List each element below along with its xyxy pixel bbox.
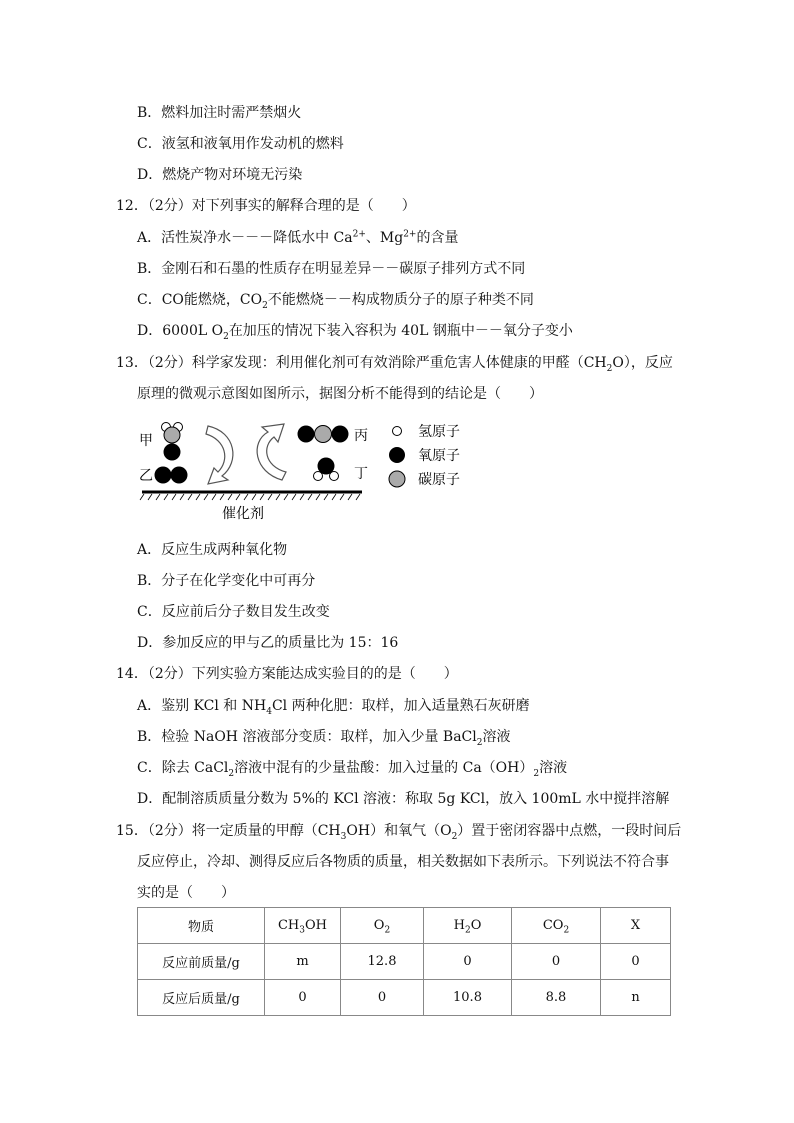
q11-option-b: B．燃料加注时需严禁烟火 (137, 105, 302, 121)
table-cell: 0 (424, 944, 512, 980)
header-o2: $O_2$ (341, 908, 424, 944)
table-cell: 8.8 (512, 980, 601, 1016)
label-ding: 丁 (354, 466, 368, 482)
label-jia: 甲 (139, 433, 153, 449)
q11-option-d: D．燃烧产物对环境无污染 (137, 167, 303, 183)
q13-stem-line2: 原理的微观示意图如图所示，据图分析不能得到的结论是（ ） (137, 386, 543, 402)
header-x: X (601, 908, 671, 944)
q15-data-table (137, 907, 671, 1016)
reaction-arrow-icon (257, 424, 286, 480)
q13-option-d: D．参加反应的甲与乙的质量比为 15：16 (137, 635, 399, 651)
yi-oxygen-atom (155, 467, 172, 484)
table-header-row (138, 908, 671, 944)
table-cell: 0 (512, 944, 601, 980)
table-cell: m (265, 944, 341, 980)
yi-oxygen-atom (171, 467, 188, 484)
table-row (138, 980, 671, 1016)
q15-stem-line2: 反应停止，冷却、测得反应后各物质的质量，相关数据如下表所示。下列说法不符合事 (137, 854, 669, 870)
jia-carbon-atom (164, 427, 180, 443)
table-row (138, 944, 671, 980)
q13-option-b: B．分子在化学变化中可再分 (137, 573, 316, 589)
table-cell: 0 (265, 980, 341, 1016)
q12-option-d: D．6000L $O_2$在加压的情况下装入容积为 40L 钢瓶中－－氧分子变小 (137, 323, 573, 342)
bing-oxygen-atom (332, 426, 349, 443)
row-label: 反应后质量/g (138, 980, 265, 1016)
q12-option-c: C．CO能燃烧，$CO_2$不能燃烧－－构成物质分子的原子种类不同 (137, 292, 534, 311)
q14-stem: 14．（2分）下列实验方案能达成实验目的的是（ ） (116, 666, 458, 682)
q12-stem: 12．（2分）对下列事实的解释合理的是（ ） (116, 198, 416, 214)
bing-carbon-atom (315, 426, 332, 443)
table-cell: 10.8 (424, 980, 512, 1016)
legend-hydrogen-label: 氢原子 (418, 424, 460, 440)
q11-option-c: C．液氢和液氧用作发动机的燃料 (137, 136, 344, 152)
reaction-arrow-icon (206, 426, 233, 484)
label-yi: 乙 (139, 468, 153, 484)
legend-carbon-label: 碳原子 (418, 472, 460, 488)
legend-carbon-icon (389, 471, 405, 487)
q13-option-c: C．反应前后分子数目发生改变 (137, 604, 330, 620)
table-cell: n (601, 980, 671, 1016)
reaction-diagram (136, 414, 476, 526)
q14-option-b: B．检验 NaOH 溶液部分变质：取样，加入少量 BaCl$_2$溶液 (137, 729, 511, 748)
q13-stem-line1: 13．（2分）科学家发现：利用催化剂可有效消除严重危害人体健康的甲醛$(CH_2O)$，反应 (116, 355, 673, 374)
table-cell: 0 (341, 980, 424, 1016)
catalyst-hatching (140, 494, 360, 500)
label-bing: 丙 (354, 428, 368, 444)
header-h2o: $H_2O$ (424, 908, 512, 944)
row-label: 反应前质量/g (138, 944, 265, 980)
q15-stem-line1: 15．（2分）将一定质量的甲醇$(CH_3OH)$和氧气$(O_2)$置于密闭容器中点燃，一段时间后 (116, 823, 682, 842)
q14-option-c: C．除去 CaCl$_2$溶液中混有的少量盐酸：加入过量的 $Ca(OH)_2$溶液 (137, 760, 568, 779)
ding-hydrogen-atom (330, 472, 339, 481)
catalyst-label: 催化剂 (222, 506, 264, 522)
jia-oxygen-atom (164, 444, 181, 461)
q15-stem-line3: 实的是（ ） (137, 885, 235, 901)
q14-option-a: A．鉴别 KCl 和 $NH_4Cl$ 两种化肥：取样，加入适量熟石灰研磨 (137, 698, 530, 717)
header-co2: $CO_2$ (512, 908, 601, 944)
legend-hydrogen-icon (393, 427, 402, 436)
bing-oxygen-atom (298, 426, 315, 443)
table-cell: 0 (601, 944, 671, 980)
q13-option-a: A．反应生成两种氧化物 (137, 542, 288, 558)
legend-oxygen-label: 氧原子 (418, 448, 460, 464)
header-substance: 物质 (138, 908, 265, 944)
header-ch3oh: $CH_3OH$ (265, 908, 341, 944)
q12-option-a: A．活性炭净水－－－降低水中 $Ca^{2+}$、$Mg^{2+}$的含量 (137, 229, 459, 246)
ding-hydrogen-atom (314, 472, 323, 481)
q14-option-d: D．配制溶质质量分数为 5%的 KCl 溶液：称取 5g KCl，放入 100mL 水中搅拌溶解 (137, 791, 670, 807)
table-cell: 12.8 (341, 944, 424, 980)
legend-oxygen-icon (389, 447, 405, 463)
q12-option-b: B．金刚石和石墨的性质存在明显差异－－碳原子排列方式不同 (137, 261, 526, 277)
